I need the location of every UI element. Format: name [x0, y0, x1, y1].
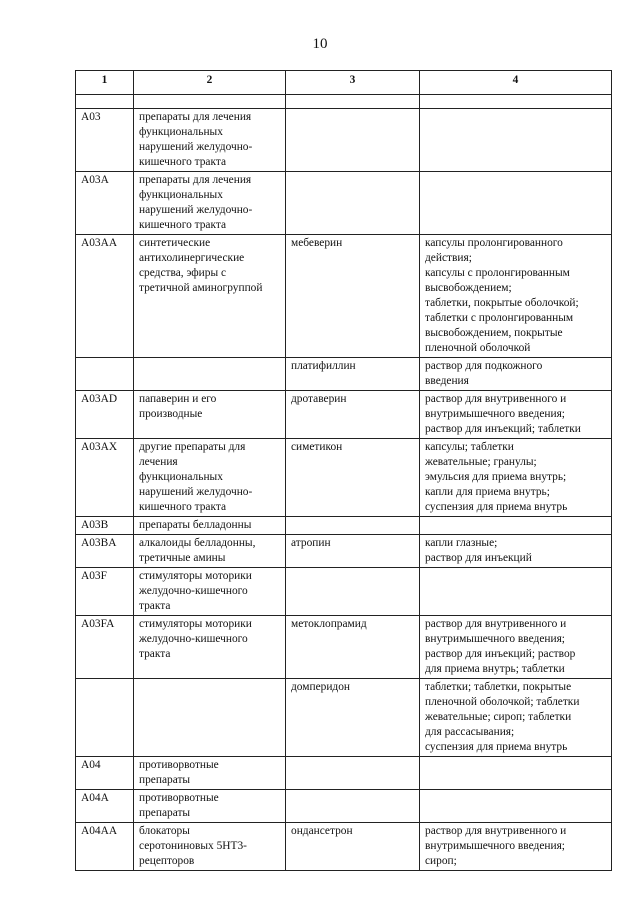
- form-cell: [420, 790, 612, 823]
- form-cell: [420, 757, 612, 790]
- code-cell: A03B: [76, 517, 134, 535]
- table-row: [76, 790, 612, 823]
- drug-cell: [286, 790, 420, 823]
- header-code: 1: [76, 71, 134, 95]
- drug-cell: атропин: [286, 535, 420, 568]
- drug-cell: [286, 172, 420, 235]
- form-cell: [420, 109, 612, 172]
- table-row: [76, 517, 612, 535]
- header-row: [76, 71, 612, 95]
- header-drug: 3: [286, 71, 420, 95]
- form-cell: капсулы пролонгированного действия; капсулы с пролонгированным высвобождением; таблетки, покрытые оболочкой; таблетки с пролонгированным высвобождением, покрытые пленочной оболочкой: [420, 235, 612, 358]
- code-cell: A03BA: [76, 535, 134, 568]
- form-cell: капсулы; таблетки жевательные; гранулы; эмульсия для приема внутрь; капли для приема внутрь; суспензия для приема внутрь: [420, 439, 612, 517]
- drug-cell: метоклопрамид: [286, 616, 420, 679]
- spacer-row: [76, 95, 612, 109]
- group-cell: препараты для лечения функциональных нарушений желудочно- кишечного тракта: [134, 172, 286, 235]
- group-cell: [134, 358, 286, 391]
- drug-cell: дротаверин: [286, 391, 420, 439]
- form-cell: [420, 568, 612, 616]
- table-row: [76, 109, 612, 172]
- drug-cell: ондансетрон: [286, 823, 420, 871]
- drug-cell: симетикон: [286, 439, 420, 517]
- drug-cell: [286, 757, 420, 790]
- table-row: [76, 391, 612, 439]
- drug-cell: домперидон: [286, 679, 420, 757]
- code-cell: A03A: [76, 172, 134, 235]
- code-cell: A03F: [76, 568, 134, 616]
- group-cell: противорвотные препараты: [134, 757, 286, 790]
- form-cell: [420, 172, 612, 235]
- code-cell: A04: [76, 757, 134, 790]
- code-cell: A04A: [76, 790, 134, 823]
- code-cell: A03: [76, 109, 134, 172]
- table-row: [76, 679, 612, 757]
- table-row: [76, 235, 612, 358]
- group-cell: стимуляторы моторики желудочно-кишечного тракта: [134, 616, 286, 679]
- group-cell: препараты для лечения функциональных нарушений желудочно- кишечного тракта: [134, 109, 286, 172]
- table-row: [76, 616, 612, 679]
- table-row: [76, 535, 612, 568]
- form-cell: раствор для внутривенного и внутримышечного введения; сироп;: [420, 823, 612, 871]
- drug-cell: [286, 517, 420, 535]
- group-cell: другие препараты для лечения функциональных нарушений желудочно- кишечного тракта: [134, 439, 286, 517]
- form-cell: раствор для подкожного введения: [420, 358, 612, 391]
- group-cell: [134, 679, 286, 757]
- code-cell: A03AA: [76, 235, 134, 358]
- code-cell: A03FA: [76, 616, 134, 679]
- code-cell: A03AX: [76, 439, 134, 517]
- drug-cell: платифиллин: [286, 358, 420, 391]
- drug-cell: мебеверин: [286, 235, 420, 358]
- form-cell: [420, 517, 612, 535]
- code-cell: A03AD: [76, 391, 134, 439]
- group-cell: алкалоиды белладонны, третичные амины: [134, 535, 286, 568]
- table-row: [76, 172, 612, 235]
- table-row: [76, 568, 612, 616]
- table-body: [76, 95, 612, 871]
- code-cell: A04AA: [76, 823, 134, 871]
- header-form: 4: [420, 71, 612, 95]
- header-group: 2: [134, 71, 286, 95]
- group-cell: синтетические антихолинергические средства, эфиры с третичной аминогруппой: [134, 235, 286, 358]
- page-number: 10: [312, 36, 328, 52]
- form-cell: раствор для внутривенного и внутримышечного введения; раствор для инъекций; таблетки: [420, 391, 612, 439]
- form-cell: таблетки; таблетки, покрытые пленочной оболочкой; таблетки жевательные; сироп; таблетки для рассасывания; суспензия для приема внутрь: [420, 679, 612, 757]
- group-cell: препараты белладонны: [134, 517, 286, 535]
- form-cell: капли глазные; раствор для инъекций: [420, 535, 612, 568]
- table-row: [76, 358, 612, 391]
- code-cell: [76, 358, 134, 391]
- table-row: [76, 823, 612, 871]
- group-cell: стимуляторы моторики желудочно-кишечного тракта: [134, 568, 286, 616]
- drug-table: [75, 70, 612, 871]
- group-cell: противорвотные препараты: [134, 790, 286, 823]
- group-cell: папаверин и его производные: [134, 391, 286, 439]
- form-cell: раствор для внутривенного и внутримышечного введения; раствор для инъекций; раствор для приема внутрь; таблетки: [420, 616, 612, 679]
- drug-cell: [286, 568, 420, 616]
- drug-cell: [286, 109, 420, 172]
- code-cell: [76, 679, 134, 757]
- table-row: [76, 757, 612, 790]
- table-row: [76, 439, 612, 517]
- group-cell: блокаторы серотониновых 5HT3- рецепторов: [134, 823, 286, 871]
